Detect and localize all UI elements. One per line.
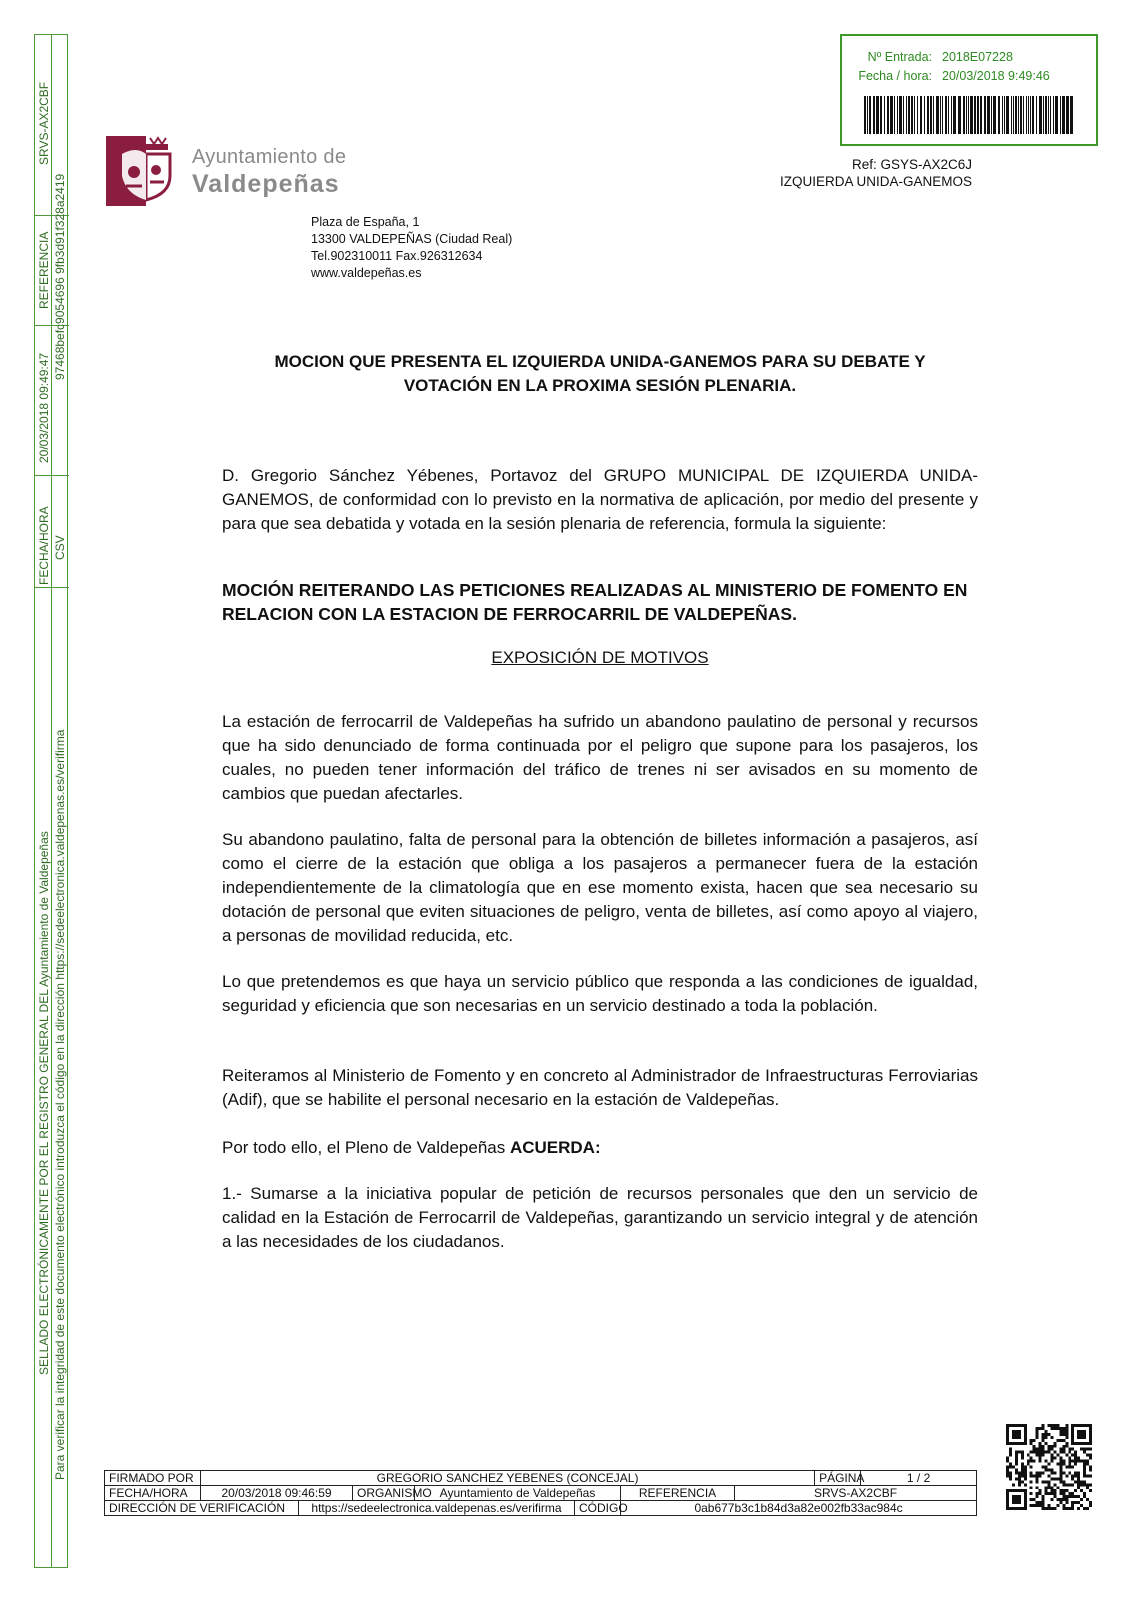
direccion-label: DIRECCIÓN DE VERIFICACIÓN xyxy=(105,1501,299,1516)
logo-line2: Valdepeñas xyxy=(192,170,340,198)
qr-code-icon xyxy=(1006,1424,1092,1510)
fecha-label: FECHA/HORA xyxy=(105,1486,201,1501)
band-sellado-text: SELLADO ELECTRÓNICAMENTE POR EL REGISTRO GENERAL DEL Ayuntamiento de Valdepeñas xyxy=(37,831,51,1375)
band-fecha-label: FECHA/HORA xyxy=(37,506,51,585)
address-city: 13300 VALDEPEÑAS (Ciudad Real) xyxy=(311,232,513,246)
acuerda-bold: ACUERDA: xyxy=(509,1138,601,1157)
firmado-value: GREGORIO SANCHEZ YEBENES (CONCEJAL) xyxy=(201,1471,815,1486)
motive-paragraph: Reiteramos al Ministerio de Fomento y en concreto al Administrador de Infraestructuras Ferroviarias (Adif), que se habilite el personal necesario en la estación de Valdepeñas. xyxy=(222,1066,978,1109)
stamp-entrada-label: Nº Entrada: xyxy=(867,50,932,64)
motion-title: MOCIÓN REITERANDO LAS PETICIONES REALIZADAS AL MINISTERIO DE FOMENTO EN RELACION CON LA ESTACION DE FERROCARRIL DE VALDEPEÑAS. xyxy=(222,580,968,624)
ref-code: Ref: GSYS-AX2C6J xyxy=(851,157,972,172)
motive-paragraph: Lo que pretendemos es que haya un servicio público que responda a las condiciones de igualdad, seguridad y eficiencia que son necesarias en un servicio destinado a toda la población. xyxy=(222,972,978,1015)
address-website: www.valdepeñas.es xyxy=(311,266,422,280)
firmado-label: FIRMADO POR xyxy=(105,1471,201,1486)
band-datetime: 20/03/2018 09:49:47 xyxy=(37,352,51,463)
stamp-fecha-label: Fecha / hora: xyxy=(858,69,932,83)
direccion-value[interactable]: https://sedeelectronica.valdepenas.es/verifirma xyxy=(299,1501,575,1516)
reference-block xyxy=(780,156,972,190)
signature-table xyxy=(104,1470,977,1516)
organismo-label: ORGANISMO xyxy=(353,1486,415,1501)
registration-stamp xyxy=(840,34,1098,146)
codigo-value: 0ab677b3c1b84d3a82e002fb33ac984c xyxy=(621,1501,977,1516)
band-csv-label: CSV xyxy=(53,535,67,560)
signature-row-date xyxy=(105,1486,977,1501)
document-title xyxy=(200,350,1000,398)
section-heading: EXPOSICIÓN DE MOTIVOS xyxy=(491,648,709,667)
band-verify-text: Para verificar la integridad de este documento electrónico introduzca el código en la dirección https://sedeelectronica.valdepenas.es/verifirma xyxy=(53,729,67,1480)
address-block xyxy=(311,214,512,282)
ref-group: IZQUIERDA UNIDA-GANEMOS xyxy=(779,174,972,189)
electronic-seal-band xyxy=(34,34,68,1568)
referencia-label: REFERENCIA xyxy=(621,1486,735,1501)
band-separator xyxy=(35,587,69,588)
address-street: Plaza de España, 1 xyxy=(311,215,420,229)
logo-line1: Ayuntamiento de xyxy=(192,146,347,168)
title-line2: VOTACIÓN EN LA PROXIMA SESIÓN PLENARIA. xyxy=(403,376,797,395)
address-phone: Tel.902310011 Fax.926312634 xyxy=(311,249,483,263)
fecha-value: 20/03/2018 09:46:59 xyxy=(201,1486,353,1501)
stamp-entrada-value: 2018E07228 xyxy=(942,50,1013,64)
band-separator xyxy=(35,475,69,476)
pagina-label: PÁGINA xyxy=(815,1471,861,1486)
title-line1: MOCION QUE PRESENTA EL IZQUIERDA UNIDA-GANEMOS PARA SU DEBATE Y xyxy=(274,352,926,371)
signature-row-verify xyxy=(105,1501,977,1516)
referencia-value: SRVS-AX2CBF xyxy=(735,1486,977,1501)
pagina-value: 1 / 2 xyxy=(861,1471,977,1486)
acuerda-prefix: Por todo ello, el Pleno de Valdepeñas xyxy=(222,1138,510,1157)
coat-of-arms-logo-icon xyxy=(106,136,176,206)
band-divider xyxy=(51,35,52,1567)
intro-paragraph: D. Gregorio Sánchez Yébenes, Portavoz del GRUPO MUNICIPAL DE IZQUIERDA UNIDA-GANEMOS, de conformidad con lo previsto en la normativa de aplicación, por medio del presente y para que sea debatida y votada en la sesión plenaria de referencia, formula la siguiente: xyxy=(222,466,978,533)
signature-row-signer xyxy=(105,1471,977,1486)
acuerda-line xyxy=(222,1136,978,1160)
motive-paragraph: La estación de ferrocarril de Valdepeñas ha sufrido un abandono paulatino de personal y recursos que ha sido denunciado de forma continuada por el peligro que supone para los pasajeros, los cuales, no pueden tener información del tráfico de trenes ni ser avisados en su momento de cambios que puedan afectarles. xyxy=(222,712,978,803)
organismo-value: Ayuntamiento de Valdepeñas xyxy=(415,1486,621,1501)
stamp-fecha-value: 20/03/2018 9:49:46 xyxy=(942,69,1050,83)
band-code: SRVS-AX2CBF xyxy=(37,81,51,165)
codigo-label: CÓDIGO xyxy=(575,1501,621,1516)
band-ref-label: REFERENCIA xyxy=(37,231,51,309)
band-csv-value: 97468befc9054696 9fb3d91f328a2419 xyxy=(53,173,67,380)
agreement-point-1: 1.- Sumarse a la iniciativa popular de petición de recursos personales que den un servicio de calidad en la Estación de Ferrocarril de Valdepeñas, garantizando un servicio integral y de atención a las necesidades de los ciudadanos. xyxy=(222,1184,978,1251)
motive-paragraph: Su abandono paulatino, falta de personal para la obtención de billetes información a pasajeros, así como el cierre de la estación que obliga a los pasajeros a permanecer fuera de la estación independientemente de la climatología que en ese momento exista, hacen que sea necesario su dotación de personal que eviten situaciones de peligro, venta de billetes, así como apoyo al viajero, a personas de movilidad reducida, etc. xyxy=(222,830,978,945)
barcode-icon xyxy=(864,96,1074,134)
